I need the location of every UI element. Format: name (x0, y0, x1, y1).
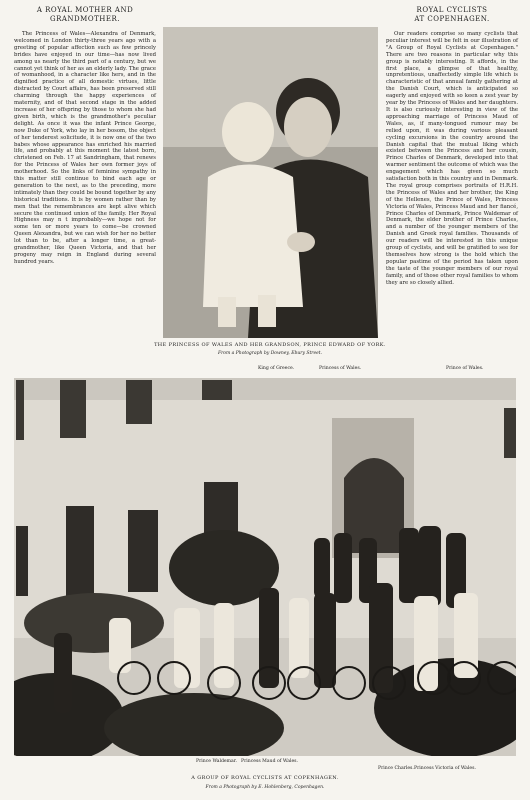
portrait-photo (163, 27, 378, 338)
label-princess-maud: Princess Maud of Wales. (241, 759, 298, 764)
label-prince-of-wales: Prince of Wales. (446, 366, 484, 371)
label-prince-waldemar: Prince Waldemar. (196, 759, 237, 764)
left-article (14, 6, 156, 266)
portrait-caption: THE PRINCESS OF WALES AND HER GRANDSON, PRINCE EDWARD OF YORK. (154, 342, 386, 348)
label-prince-charles: Prince Charles. (378, 766, 414, 771)
right-article-body: Our readers comprise so many cyclists that peculiar interest will be felt in our illustration of "A Group of Royal Cyclists at Copenhagen." There are two reasons in particular why this group is notably interesting. It affords, in the first place, a glimpse of that healthy, unpretentious, unaffectedly simple life which is characteristic of that annual family gathering at the Danish Court, which is anticipated so eagerly and enjoyed with so keen a zest year by year by the Princess of Wales and her daughters. It is also curiously interesting in view of the approaching marriage of Princess Maud of Wales, as, if many-tongued rumour may be relied upon, it was during various pleasant cycling excursions in the country around the Danish capital that the mutual liking which existed between the Princess and her cousin, Prince Charles of Denmark, developed into that warmer sentiment the outcome of which was the engagement which has given so much satisfaction both in this country and in Denmark. The royal group comprises portraits of H.R.H. the Princess of Wales and her brother, the King of the Hellenes, the Prince of Wales, Princess Victoria of Wales, Princess Maud and her fiancé, Prince Charles of Denmark, Prince Waldemar of Denmark, the elder brother of Prince Charles, and a number of the younger members of the Danish and Greek royal families. Thousands of our readers will be interested in this unique group of cyclists, and will be gratified to see for themselves how strong is the hold which the popular pastime of the period has taken upon the taste of the younger members of our royal family, and of those other royal families to whom they are so closely allied. (386, 31, 518, 286)
cyclists-photo (14, 378, 516, 756)
label-king-of-greece: King of Greece. (258, 366, 295, 371)
cyclists-credit: From a Photograph by E. Hohlenberg, Copenhagen. (205, 785, 325, 790)
left-title-line1: A ROYAL MOTHER AND (36, 6, 134, 14)
left-article-title (14, 6, 156, 24)
label-princess-of-wales: Princess of Wales. (319, 366, 362, 371)
left-title-line2: GRANDMOTHER. (50, 15, 120, 23)
right-article (386, 6, 518, 287)
portrait-illustration (163, 27, 378, 338)
cyclists-illustration (14, 378, 516, 756)
right-article-title (386, 6, 518, 24)
portrait-credit: From a Photograph by Downey, Ebury Street. (217, 351, 323, 356)
left-article-body: The Princess of Wales—Alexandra of Denmark, welcomed in London thirty-three years ago with a greeting of popular affection such as few princely brides have enjoyed in our time—has now lived among us nearly the third part of a century, but we cannot yet think of her as an elderly lady. The grace of womanhood, in a character like hers, and in the dignified practice of all domestic virtues, little distracted by Court affairs, has been preserved still charming through the happy experiences of maternity, and of that second stage in the added increase of her offspring by those to whom she had given birth, which is the grandmother's peculiar delight. As once it was the infant Prince George, now Duke of York, who lay in her bosom, the object of her tenderest solicitude, it is now one of the two babes whose appearance has enriched his married life, and probably at this moment the latest born, christened on Feb. 17 at Sandringham, that renews for the Princess of Wales her own former joys of motherhood. So the links of feminine sympathy in this matter still continue to bind each age or generation to the next, as to the preceding, more intimately than they could be bound together by any historical traditions. It is by women rather than by men that the remembrances are kept alive which secure the continued union of the family. Her Royal Highness may n t improbably—we hope not for some ten or more years to come—be crowned Queen Alexandra, but we can wish for her no better lot than to be, after a longer time, a great-grandmother, like Queen Victoria, and that her progeny may reign in England during several hundred years. (14, 31, 156, 265)
label-princess-victoria: Princess Victoria of Wales. (414, 766, 476, 771)
right-title-line1: ROYAL CYCLISTS (416, 6, 488, 14)
right-title-line2: AT COPENHAGEN. (414, 15, 490, 23)
cyclists-caption: A GROUP OF ROYAL CYCLISTS AT COPENHAGEN. (191, 775, 339, 781)
